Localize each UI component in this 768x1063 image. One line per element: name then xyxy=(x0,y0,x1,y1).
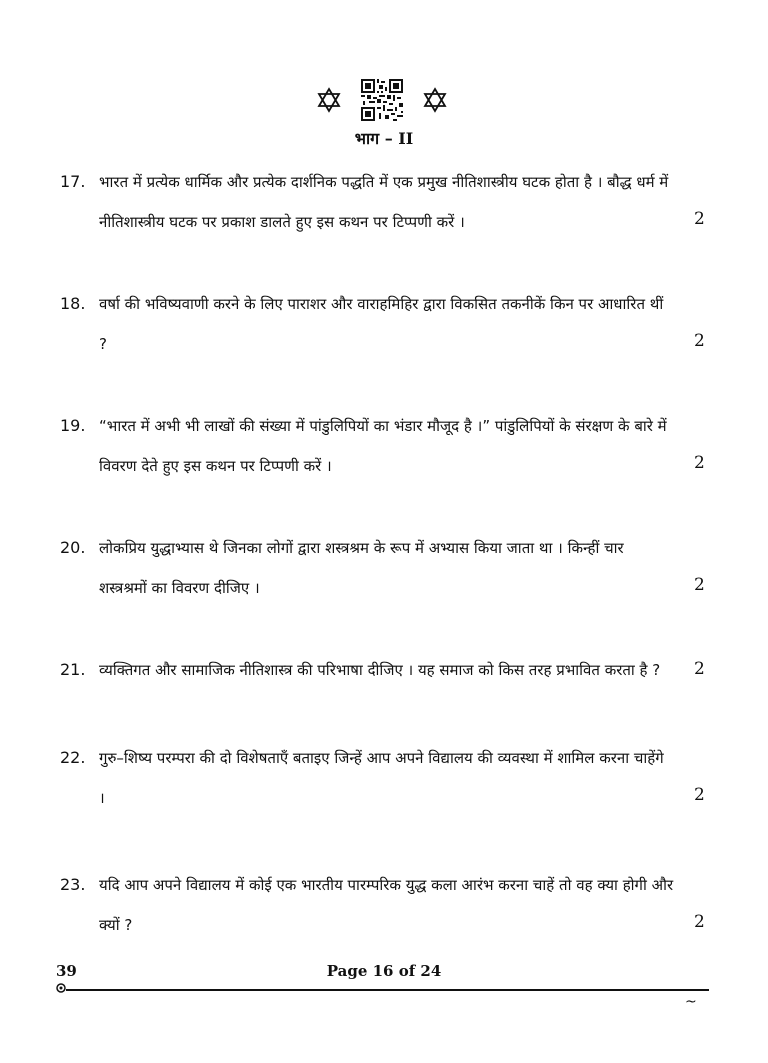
question-marks: 2 xyxy=(694,659,705,679)
question-number: 20. xyxy=(60,538,86,557)
question-marks: 2 xyxy=(694,453,705,473)
question-text: “भारत में अभी भी लाखों की संख्या में पांडुलिपियों का भंडार मौजूद है ।” पांडुलिपियों के संरक्षण के बारे में विवरण देते हुए इस कथन पर टिप्पणी करें । xyxy=(99,417,667,475)
question-number: 17. xyxy=(60,172,86,191)
question-text: लोकप्रिय युद्धाभ्यास थे जिनका लोगों द्वारा शस्त्रश्रम के रूप में अभ्यास किया जाता था । किन्हीं चार शस्त्रश्रमों का विवरण दीजिए । xyxy=(99,539,624,597)
question-text: भारत में प्रत्येक धार्मिक और प्रत्येक दार्शनिक पद्धति में एक प्रमुख नीतिशास्त्रीय घटक होता है । बौद्ध धर्म में नीतिशास्त्रीय घटक पर प्रकाश डालते हुए इस कथन पर टिप्पणी करें । xyxy=(99,173,669,231)
question-marks: 2 xyxy=(694,912,705,932)
question-text: गुरु–शिष्य परम्परा की दो विशेषताएँ बताइए जिन्हें आप अपने विद्यालय की व्यवस्था में शामिल करना चाहेंगे । xyxy=(99,749,664,807)
star-of-david-left-icon xyxy=(316,87,342,113)
question-marks: 2 xyxy=(694,209,705,229)
qr-code-icon xyxy=(361,79,403,121)
question-number: 23. xyxy=(60,875,86,894)
question-number: 19. xyxy=(60,416,86,435)
question-marks: 2 xyxy=(694,331,705,351)
question-marks: 2 xyxy=(694,575,705,595)
question-text: यदि आप अपने विद्यालय में कोई एक भारतीय पारम्परिक युद्ध कला आरंभ करना चाहें तो वह क्या होगी और क्यों ? xyxy=(99,876,674,934)
question-text: व्यक्तिगत और सामाजिक नीतिशास्त्र की परिभाषा दीजिए । यह समाज को किस तरह प्रभावित करता है ? xyxy=(99,661,661,679)
footer-ornament-icon xyxy=(55,982,67,994)
question-number: 21. xyxy=(60,660,86,679)
star-of-david-right-icon xyxy=(422,87,448,113)
question-text: वर्षा की भविष्यवाणी करने के लिए पाराशर और वाराहमिहिर द्वारा विकसित तकनीकें किन पर आधारित थीं ? xyxy=(99,295,664,353)
question-number: 18. xyxy=(60,294,86,313)
section-title: भाग – II xyxy=(354,129,414,148)
page-number: Page 16 of 24 xyxy=(326,962,442,980)
question-marks: 2 xyxy=(694,785,705,805)
footer-rule xyxy=(66,989,709,991)
paper-code: 39 xyxy=(56,962,77,980)
question-number: 22. xyxy=(60,748,86,767)
footer-mark: ~ xyxy=(685,994,697,1010)
